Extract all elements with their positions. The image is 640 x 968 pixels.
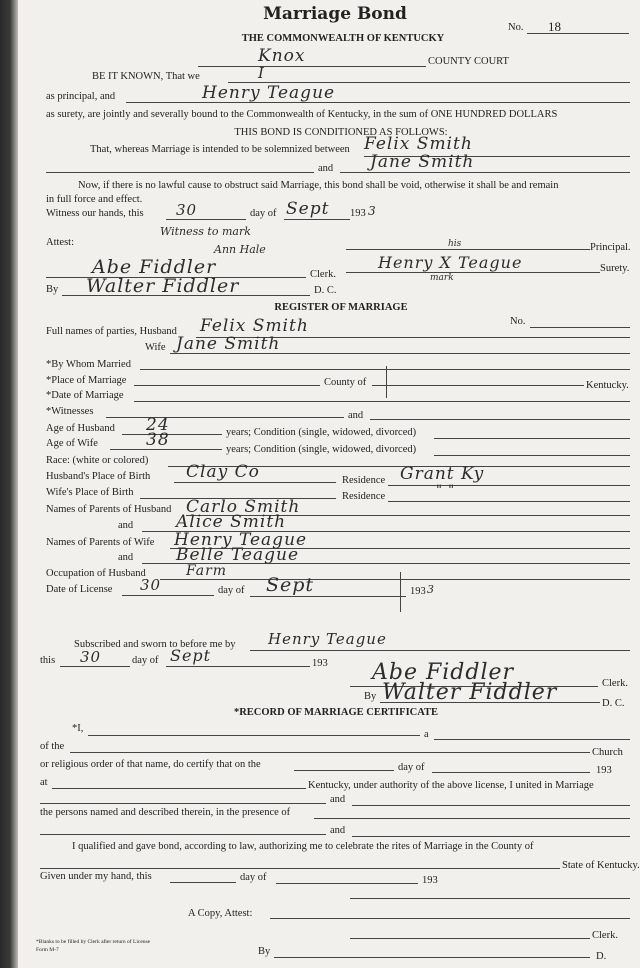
wife-residence-line [388,501,630,502]
and-text: and [318,163,334,174]
residence-line [388,485,630,486]
party2-line [340,172,630,173]
witnesses-and-text: and [348,410,364,421]
cert-i-label: *I, [72,723,84,734]
parents-wife-label: Names of Parents of Wife [46,537,155,548]
commonwealth-heading: THE COMMONWEALTH OF KENTUCKY [241,33,445,44]
cert-month-line [432,772,590,773]
party2-handwritten: Jane Smith [370,152,475,172]
register-number-label: No. [510,316,526,327]
witness-month-handwritten: Sept [286,199,330,219]
wife-condition-line [434,455,630,456]
cert-clerk-label: Clerk. [592,930,618,941]
cert-given-day-line [170,882,236,883]
conditioned-heading: THIS BOND IS CONDITIONED AS FOLLOWS: [234,127,448,138]
date-of-marriage-line [134,401,630,402]
cert-day-of-label: day of [398,762,425,773]
by-whom-married-label: *By Whom Married [46,359,131,370]
cert-a-label: a [424,729,429,740]
register-heading: REGISTER OF MARRIAGE [274,302,408,313]
party-line-left [46,172,314,173]
date-of-license-label: Date of License [46,584,113,595]
husband-birth-line [174,482,336,483]
dc-signature: Walter Fiddler [86,275,240,297]
age-husband-line [122,434,222,435]
cert-presence-line [314,818,630,819]
sworn-year-prefix: 193 [312,658,328,669]
sworn-month-handwritten: Sept [170,646,212,665]
place-of-marriage-label: *Place of Marriage [46,375,127,386]
husband-condition-line [434,438,630,439]
place-line [134,385,320,386]
cert-party2-line [352,805,630,806]
witness1-line [106,417,344,418]
footnote-form: Form M-7 [36,947,59,953]
county-of-line [372,385,584,386]
license-year-prefix: 193 [410,586,426,597]
cert-church-line [70,752,590,753]
bond-number-value: 18 [548,19,561,34]
parents-husband-handwritten1: Carlo Smith [186,497,301,517]
cert-title-line [434,739,630,740]
dc-label: D. C. [314,285,337,296]
cert-given-month-line [276,883,418,884]
sworn-by-handwritten: Henry Teague [268,630,387,648]
attest-witness-handwritten: Witness to mark [160,225,251,238]
witnesses-label: *Witnesses [46,406,94,417]
surety-label: Surety. [600,263,630,274]
pen-mark-2 [400,572,401,612]
register-by-label: By [364,691,377,702]
wife-condition-label: years; Condition (single, widowed, divorced) [226,444,417,455]
occupation-handwritten: Farm [186,563,228,579]
cert-by-label: By [258,946,271,957]
we-handwritten: I [258,64,265,82]
surety-signature: Henry X Teague [378,253,523,272]
bond-number-label: No. [508,22,524,33]
be-it-known-text: BE IT KNOWN, That we [92,71,200,82]
document-title: Marriage Bond [263,4,407,24]
husband-name-handwritten: Felix Smith [200,316,309,336]
register-clerk-label: Clerk. [602,678,628,689]
license-day-of-label: day of [218,585,245,596]
witness-year-handwritten: 3 [368,204,377,218]
in-full-force-text: in full force and effect. [46,194,143,205]
wife-residence-label: Residence [342,491,386,502]
subscribed-line [250,650,630,651]
cert-kentucky-text: Kentucky, under authority of the above license, I united in Marriage [308,780,594,791]
scan-binder-edge [0,0,18,968]
county-handwritten: Knox [258,46,306,66]
clerk-label: Clerk. [310,269,336,280]
register-dc-label: D. C. [602,698,625,709]
county-line [198,66,426,67]
parents-wife-handwritten1: Henry Teague [174,530,308,550]
now-if-text: Now, if there is no lawful cause to obstruct said Marriage, this bond shall be void, otherwise it shall be and remain [78,180,559,191]
register-number-line [530,327,630,328]
cert-copy-attest: A Copy, Attest: [188,908,253,919]
that-whereas-text: That, whereas Marriage is intended to be solemnized between [90,144,350,155]
cert-place-line [52,788,306,789]
county-court-label: COUNTY COURT [428,56,509,67]
cert-witness2-line [352,836,630,837]
parents-husband-handwritten2: Alice Smith [176,512,287,532]
cert-qualified-text: I qualified and gave bond, according to law, authorizing me to celebrate the rites of Marriage in the County of [72,841,534,852]
principal-label: Principal. [590,242,631,253]
register-clerk-signature: Abe Fiddler [372,660,515,685]
age-wife-label: Age of Wife [46,438,98,449]
cert-party1-line [40,803,326,804]
cert-dc-line [274,957,590,958]
cert-state-label: State of Kentucky. [562,860,640,871]
occupation-label: Occupation of Husband [46,568,146,579]
license-day-line [122,595,214,596]
county-of-label: County of [324,377,367,388]
husband-birth-handwritten: Clay Co [186,462,260,482]
cert-county-line [40,868,560,869]
cert-and-text: and [330,794,346,805]
wife-label: Wife [145,342,166,353]
footnote-blanks: *Blanks to be filled by Clerk after return of License [36,939,151,945]
cert-persons-text: the persons named and described therein, in the presence of [40,807,291,818]
as-surety-text: as surety, are jointly and severally bound to the Commonwealth of Kentucky, in the sum of ONE HUNDRED DOLLARS [46,109,558,120]
this-text: this [40,655,56,666]
date-of-marriage-label: *Date of Marriage [46,390,124,401]
parents-wife-and: and [118,552,134,563]
parents-husband-and: and [118,520,134,531]
license-year-handwritten: 3 [427,583,435,596]
surety-handwritten: Henry Teague [202,83,336,103]
cert-minister-line [350,898,630,899]
race-label: Race: (white or colored) [46,455,149,466]
full-names-husband-label: Full names of parties, Husband [46,326,177,337]
age-wife-handwritten: 38 [146,430,170,450]
cert-attest-line [270,918,630,919]
age-husband-handwritten: 24 [146,415,170,435]
witness-day-line [166,219,246,220]
occupation-line [160,579,630,580]
pen-mark [386,366,387,398]
party1-handwritten: Felix Smith [364,134,473,154]
cert-witness1-line [40,834,326,835]
parents-husband-label: Names of Parents of Husband [46,504,172,515]
surety-mark-handwritten: mark [430,273,454,283]
witness2-line [370,419,630,420]
cert-at-label: at [40,777,48,788]
sworn-day-line [60,666,130,667]
clerk-signature: Abe Fiddler [92,256,217,278]
cert-church-label: Church [592,747,623,758]
age-husband-label: Age of Husband [46,423,115,434]
parents-wife-handwritten2: Belle Teague [176,545,299,565]
husband-condition-label: years; Condition (single, widowed, divorced) [226,427,417,438]
cert-name-line [88,735,420,736]
cert-of-the-label: of the [40,741,65,752]
his-mark-handwritten: his [448,239,462,249]
witness-month-line [284,219,350,220]
witness-day-handwritten: 30 [176,201,198,219]
cert-religious-text: or religious order of that name, do certify that on the [40,759,261,770]
license-day-handwritten: 30 [140,576,162,594]
bond-number-line [527,33,629,34]
as-principal-text: as principal, and [46,91,116,102]
principal-sign-line [346,249,590,250]
cert-dc-label: D. [596,951,607,962]
cert-year-label: 193 [596,765,612,776]
attest-label: Attest: [46,237,74,248]
by-label: By [46,284,59,295]
register-dc-signature: Walter Fiddler [382,680,558,705]
kentucky-label: Kentucky. [586,380,629,391]
attest-name-handwritten: Ann Hale [214,243,266,256]
wife-residence-handwritten: " " [436,483,456,498]
husband-birth-label: Husband's Place of Birth [46,471,151,482]
cert-witness-and: and [330,825,346,836]
certificate-heading: *RECORD OF MARRIAGE CERTIFICATE [233,707,439,718]
day-of-text: day of [250,208,277,219]
surety-sign-line [346,272,600,273]
cert-given-day-of: day of [240,872,267,883]
cert-day-line [294,770,394,771]
wife-birth-label: Wife's Place of Birth [46,487,134,498]
sworn-month-line [166,666,310,667]
sworn-day-of-text: day of [132,655,159,666]
witness-text: Witness our hands, this [46,208,144,219]
wife-name-handwritten: Jane Smith [176,334,281,354]
sworn-day-handwritten: 30 [80,648,102,666]
residence-handwritten: Grant Ky [400,464,485,484]
cert-given-year: 193 [422,875,438,886]
cert-clerk-line [350,938,590,939]
cert-given-text: Given under my hand, this [40,871,152,882]
license-month-line [250,596,406,597]
witness-year-prefix: 193 [350,208,366,219]
residence-label: Residence [342,475,386,486]
by-whom-line [140,369,630,370]
license-month-handwritten: Sept [266,574,315,596]
subscribed-text: Subscribed and sworn to before me by [74,639,236,650]
